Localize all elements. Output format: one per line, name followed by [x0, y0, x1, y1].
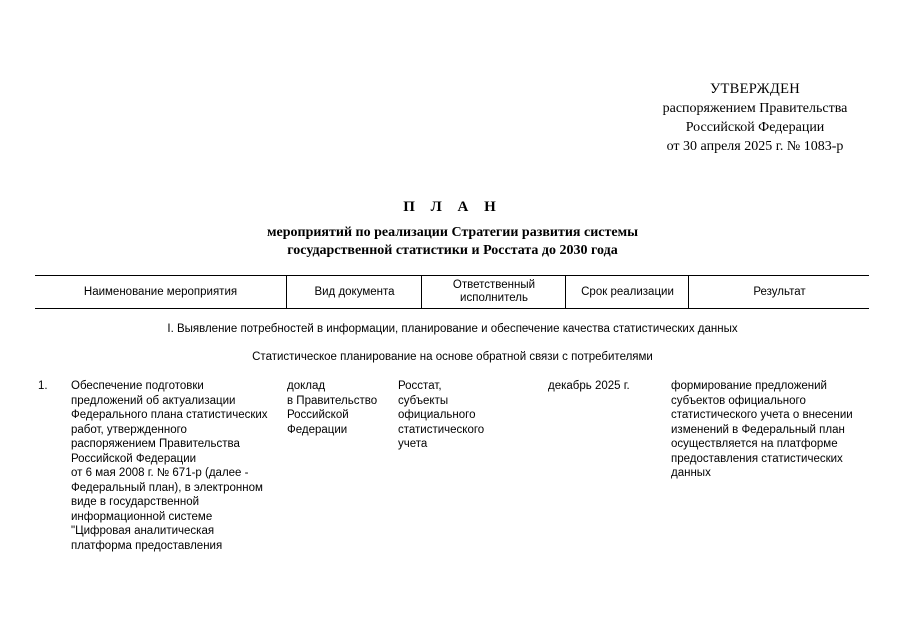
- header-name: Наименование мероприятия: [83, 285, 238, 298]
- approval-line-3: от 30 апреля 2025 г. № 1083-р: [666, 139, 844, 154]
- approval-stamp: [600, 80, 905, 156]
- plan-title: П Л А Н: [403, 199, 502, 215]
- row-number: 1.: [38, 380, 48, 392]
- row-term: декабрь 2025 г.: [548, 380, 630, 392]
- section-title: I. Выявление потребностей в информации, планирование и обеспечение качества статистических данных: [167, 323, 738, 335]
- approval-heading: УТВЕРЖДЕН: [709, 81, 801, 97]
- header-doc-type: Вид документа: [286, 276, 422, 308]
- plan-subtitle-line-1: мероприятий по реализации Стратегии развития системы: [266, 225, 639, 240]
- row-doc-type: доклад в Правительство Российской Федерации: [287, 380, 378, 436]
- plan-subtitle-line-2: государственной статистики и Росстата до 2030 года: [287, 243, 618, 258]
- subsection-title: Статистическое планирование на основе обратной связи с потребителями: [252, 351, 653, 363]
- header-result: Результат: [688, 276, 870, 308]
- approval-line-1: распоряжением Правительства: [662, 101, 848, 116]
- row-name: Обеспечение подготовки предложений об актуализации Федерального плана статистических работ, утвержденного распоряжением Правительства Российской Федерации от 6 мая 2008 г. № 671-р (далее - Федеральный план), в электронном виде в государственной информационной системе "Цифровая аналитическая платформа предоставления: [71, 380, 268, 552]
- header-executor: Ответственный исполнитель: [421, 276, 566, 308]
- header-term: Срок реализации: [565, 276, 689, 308]
- plan-subtitle: [0, 224, 905, 260]
- row-executor: Росстат, субъекты официального статистического учета: [398, 380, 485, 450]
- approval-line-2: Российской Федерации: [685, 120, 825, 135]
- table-header: [35, 275, 869, 309]
- row-result: формирование предложений субъектов официального статистического учета о внесении изменений в Федеральный план осуществляется на платформе предоставления статистических данных: [671, 380, 853, 479]
